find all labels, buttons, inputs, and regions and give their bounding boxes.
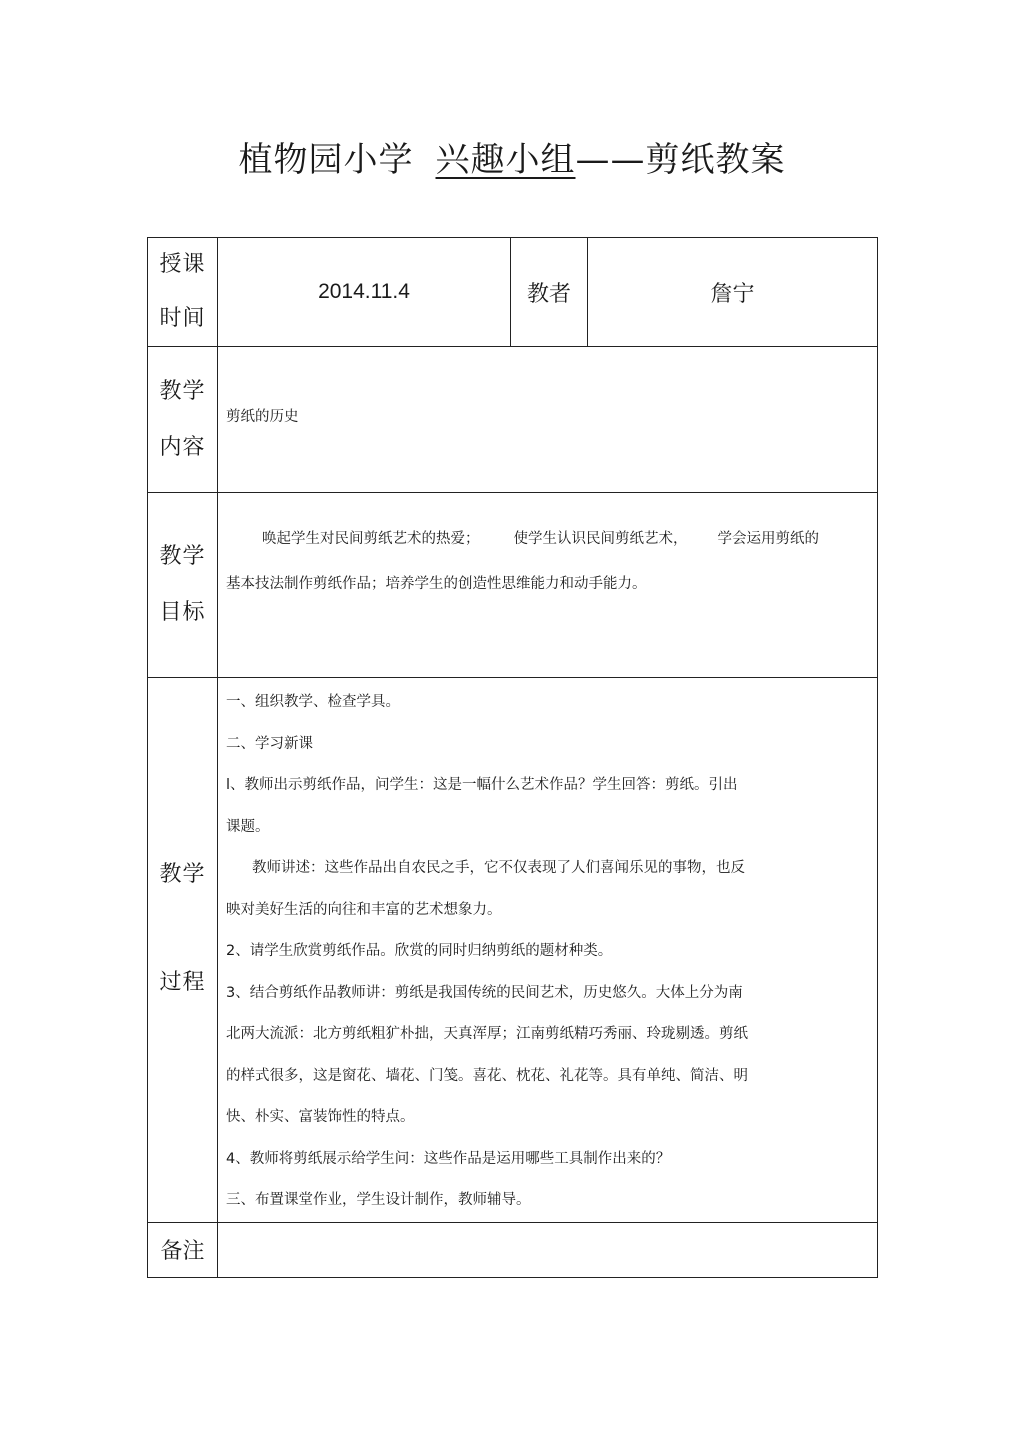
label-teaching-goal: [148, 493, 218, 678]
label-teaching-process: [148, 678, 218, 1223]
remark-cell: [218, 1222, 878, 1277]
label-teaching-content: [148, 347, 218, 493]
teaching-content-cell: [218, 347, 878, 493]
row-teaching-content: [148, 347, 878, 493]
process-line: 教师讲述：这些作品出自农民之手，它不仅表现了人们喜闻乐见的事物，也反: [252, 860, 745, 876]
teaching-content-text: 剪纸的历史: [226, 409, 299, 425]
title-subject: ——剪纸教案: [575, 140, 786, 180]
process-line: 的样式很多，这是窗花、墙花、门笺。喜花、枕花、礼花等。具有单纯、简洁、明: [226, 1067, 748, 1084]
label-remark: 备注: [148, 1222, 218, 1277]
row-teaching-goal: [148, 493, 878, 678]
process-line: 一、组织教学、检查学具。: [226, 694, 400, 710]
process-line: 快、朴实、富装饰性的特点。: [226, 1109, 415, 1125]
process-line: 课题。: [226, 818, 270, 835]
label-lesson-time-line1: 授课: [159, 252, 206, 277]
teaching-goal-line1: [226, 517, 877, 562]
lesson-date: 2014.11.4: [218, 238, 511, 347]
process-line: 三、布置课堂作业，学生设计制作，教师辅导。: [226, 1192, 531, 1208]
goal-part3: 学会运用剪纸的: [717, 531, 819, 547]
title-group: 兴趣小组: [435, 140, 576, 180]
label-teaching-process-line2: 过程: [159, 969, 206, 995]
teaching-goal-line2: 基本技法制作剪纸作品；培养学生的创造性思维能力和动手能力。: [226, 576, 647, 592]
label-lesson-time-line2: 时间: [159, 306, 206, 331]
label-teacher: 教者: [511, 238, 588, 347]
process-line: 4、教师将剪纸展示给学生问：这些作品是运用哪些工具制作出来的？: [226, 1150, 671, 1167]
goal-part2: 使学生认识民间剪纸艺术，: [513, 531, 688, 547]
teaching-goal-cell: [218, 493, 878, 678]
process-line: 3、结合剪纸作品教师讲：剪纸是我国传统的民间艺术，历史悠久。大体上分为南: [226, 984, 743, 1001]
teaching-process-cell: [218, 678, 878, 1223]
title-school: 植物园小学: [238, 140, 414, 180]
goal-part1: 唤起学生对民间剪纸艺术的热爱；: [262, 531, 480, 547]
lesson-plan-table: [147, 237, 878, 1278]
process-line: 映对美好生活的向往和丰富的艺术想象力。: [226, 901, 502, 918]
label-teaching-goal-line1: 教学: [159, 544, 206, 569]
page-title: [0, 132, 1024, 181]
label-teaching-process-line1: 教学: [159, 861, 206, 887]
row-remark: [148, 1222, 878, 1277]
row-lesson-time: [148, 238, 878, 347]
process-line: l、教师出示剪纸作品，问学生：这是一幅什么艺术作品？学生回答：剪纸。引出: [226, 777, 738, 793]
label-teaching-content-line1: 教学: [159, 378, 206, 404]
process-line: 二、学习新课: [226, 735, 313, 752]
teacher-name: 詹宁: [588, 238, 878, 347]
process-line: 北两大流派：北方剪纸粗犷朴拙，天真浑厚；江南剪纸精巧秀丽、玲珑剔透。剪纸: [226, 1026, 748, 1042]
label-teaching-content-line2: 内容: [159, 434, 206, 460]
label-teaching-goal-line2: 目标: [159, 600, 206, 625]
process-line: 2、请学生欣赏剪纸作品。欣赏的同时归纳剪纸的题材种类。: [226, 943, 613, 959]
label-lesson-time: [148, 238, 218, 347]
row-teaching-process: [148, 678, 878, 1223]
